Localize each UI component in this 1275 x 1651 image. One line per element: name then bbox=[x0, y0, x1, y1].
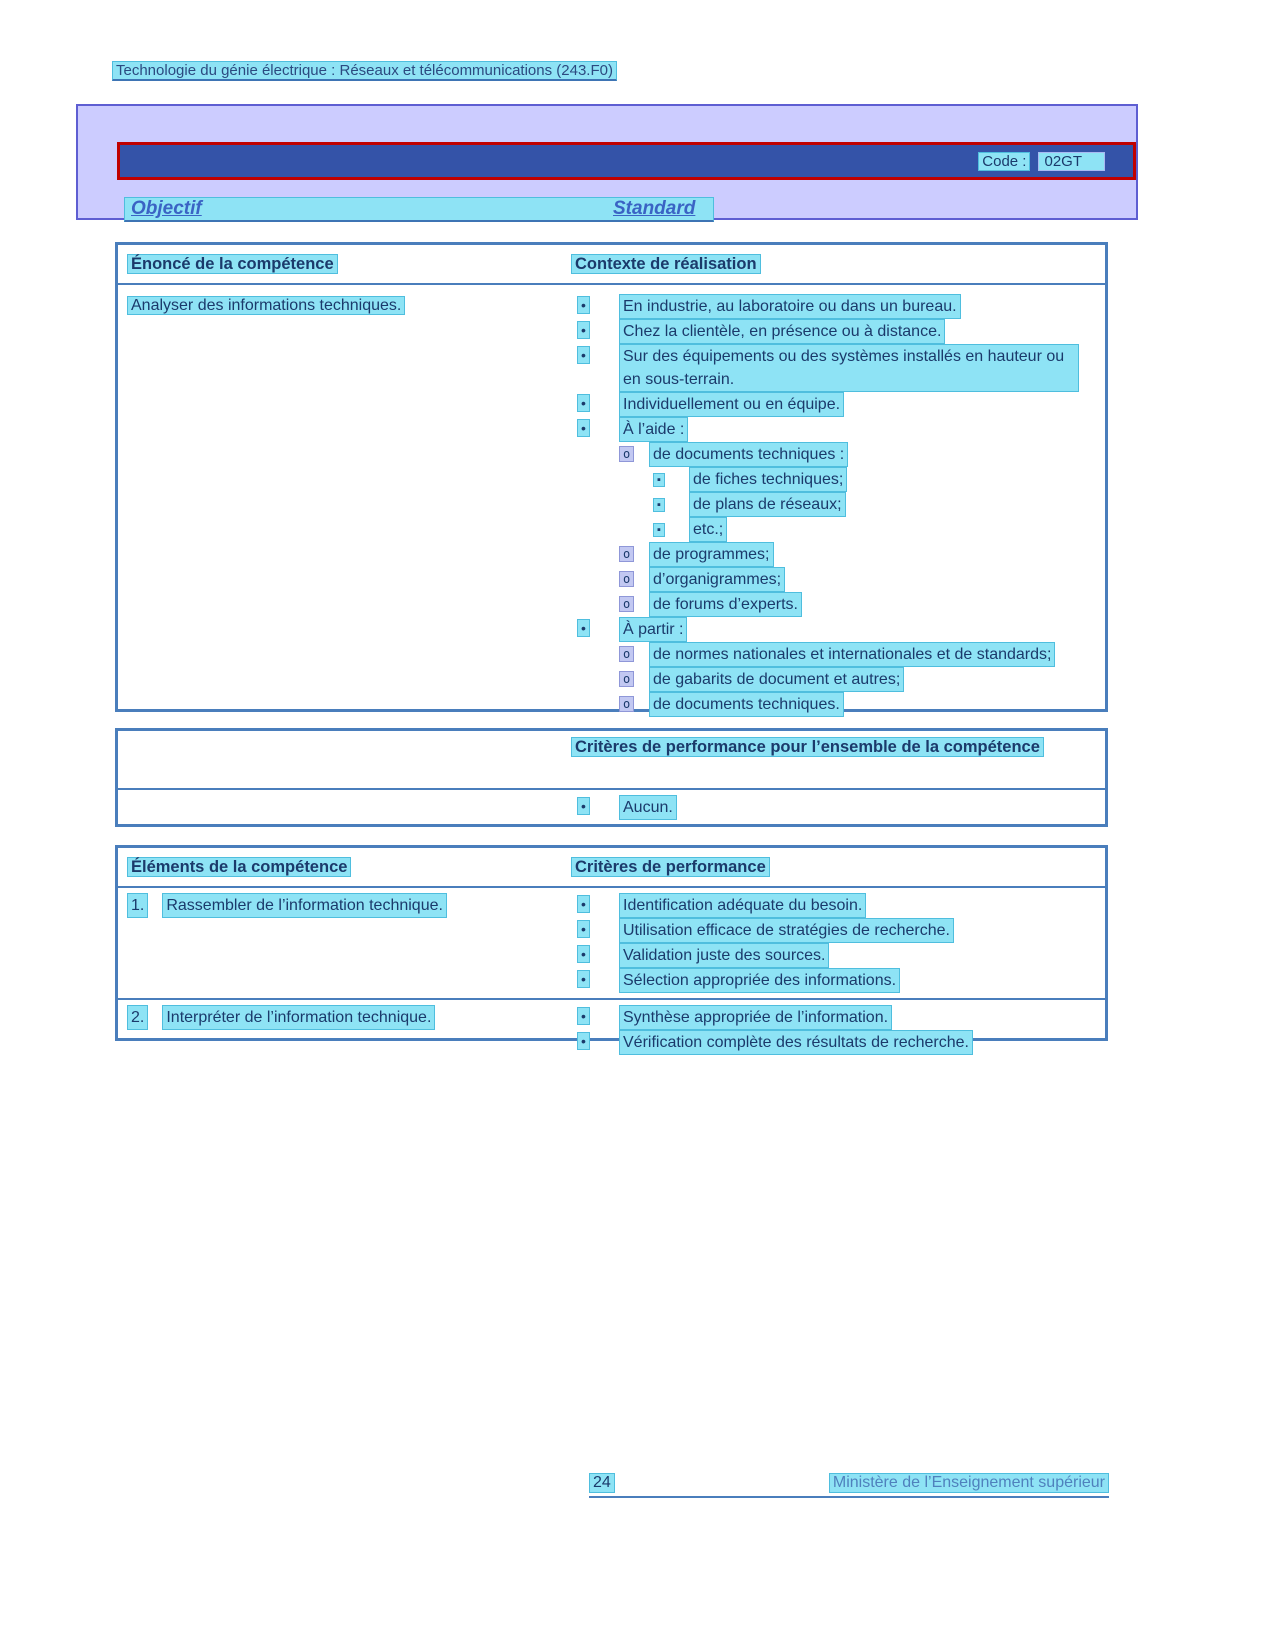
page-number: 24 bbox=[589, 1473, 615, 1493]
list-item bbox=[571, 467, 1093, 492]
square-bullet-icon: ▪ bbox=[653, 523, 665, 537]
list-item bbox=[571, 319, 1093, 344]
list-item-text: de gabarits de document et autres; bbox=[649, 667, 904, 692]
bullet-icon: • bbox=[577, 321, 590, 339]
circle-bullet-icon: o bbox=[619, 671, 634, 687]
list-item-text: de forums d’experts. bbox=[649, 592, 802, 617]
competence-statement-cell bbox=[118, 294, 565, 717]
circle-bullet-icon: o bbox=[619, 596, 634, 612]
elements-table-header bbox=[118, 848, 1105, 888]
list-item bbox=[571, 968, 1093, 993]
element-number: 1. bbox=[127, 893, 148, 918]
bullet-icon: • bbox=[577, 419, 590, 437]
list-item-text: de fiches techniques; bbox=[689, 467, 847, 492]
circle-bullet-icon: o bbox=[619, 646, 634, 662]
elements-table bbox=[115, 845, 1108, 1051]
list-item-text: d’organigrammes; bbox=[649, 567, 785, 592]
list-item bbox=[571, 592, 1093, 617]
list-item bbox=[571, 1030, 1093, 1055]
objective-standard-box bbox=[76, 104, 1138, 220]
element-text: Rassembler de l’information technique. bbox=[162, 893, 447, 918]
list-item-text: À partir : bbox=[619, 617, 687, 642]
list-item bbox=[571, 492, 1093, 517]
page-footer bbox=[589, 1473, 1109, 1498]
list-item bbox=[571, 442, 1093, 467]
code-value: 02GT bbox=[1038, 152, 1105, 171]
overall-criteria-body-row bbox=[118, 790, 1105, 820]
list-item bbox=[571, 1005, 1093, 1030]
competence-col1-header-cell bbox=[118, 253, 565, 276]
list-item-text: Sur des équipements ou des systèmes installés en hauteur ou en sous-terrain. bbox=[619, 344, 1079, 392]
competence-col2-header-cell bbox=[565, 253, 1105, 276]
overall-criteria-header-row bbox=[118, 731, 1105, 790]
document-header-text: Technologie du génie électrique : Réseaux et télécommunications (243.F0) bbox=[112, 61, 617, 81]
list-item-text: Individuellement ou en équipe. bbox=[619, 392, 844, 417]
standard-label: Standard bbox=[613, 198, 696, 219]
list-item bbox=[571, 517, 1093, 542]
list-item-text: de documents techniques : bbox=[649, 442, 848, 467]
code-banner bbox=[117, 142, 1136, 180]
list-item bbox=[571, 692, 1093, 717]
list-item-text: Vérification complète des résultats de recherche. bbox=[619, 1030, 973, 1055]
bullet-icon: • bbox=[577, 797, 590, 815]
bullet-icon: • bbox=[577, 619, 590, 637]
list-item bbox=[571, 567, 1093, 592]
element-row bbox=[118, 888, 1105, 998]
bullet-icon: • bbox=[577, 1032, 590, 1050]
circle-bullet-icon: o bbox=[619, 571, 634, 587]
list-item bbox=[571, 344, 1093, 392]
element-row bbox=[118, 998, 1105, 1060]
list-item-text: Validation juste des sources. bbox=[619, 943, 829, 968]
elements-col2-header: Critères de performance bbox=[571, 857, 770, 877]
list-item bbox=[571, 893, 1093, 918]
context-list bbox=[565, 294, 1105, 717]
bullet-icon: • bbox=[577, 945, 590, 963]
bullet-icon: • bbox=[577, 394, 590, 412]
objective-label: Objectif bbox=[131, 198, 202, 219]
overall-criteria-header: Critères de performance pour l’ensemble de la compétence bbox=[571, 737, 1044, 757]
circle-bullet-icon: o bbox=[619, 446, 634, 462]
bullet-icon: • bbox=[577, 920, 590, 938]
elements-col1-header: Éléments de la compétence bbox=[127, 857, 351, 877]
list-item-text: Synthèse appropriée de l’information. bbox=[619, 1005, 892, 1030]
competence-table-header bbox=[118, 245, 1105, 285]
list-item bbox=[571, 642, 1093, 667]
footer-ministry-text: Ministère de l’Enseignement supérieur bbox=[829, 1473, 1109, 1493]
list-item-text: Chez la clientèle, en présence ou à distance. bbox=[619, 319, 945, 344]
objective-standard-row bbox=[124, 197, 714, 222]
document-header bbox=[112, 62, 617, 79]
list-item-text: Identification adéquate du besoin. bbox=[619, 893, 866, 918]
competence-col1-header: Énoncé de la compétence bbox=[127, 254, 338, 274]
list-item-text: Sélection appropriée des informations. bbox=[619, 968, 900, 993]
list-item bbox=[571, 617, 1093, 642]
list-item bbox=[571, 943, 1093, 968]
circle-bullet-icon: o bbox=[619, 696, 634, 712]
list-item-text: À l’aide : bbox=[619, 417, 688, 442]
list-item-text: de normes nationales et internationales et de standards; bbox=[649, 642, 1055, 667]
list-item-text: de plans de réseaux; bbox=[689, 492, 846, 517]
square-bullet-icon: ▪ bbox=[653, 498, 665, 512]
list-item bbox=[571, 542, 1093, 567]
list-item bbox=[571, 795, 1093, 820]
bullet-icon: • bbox=[577, 970, 590, 988]
list-item bbox=[571, 417, 1093, 442]
element-number: 2. bbox=[127, 1005, 148, 1030]
overall-criteria-table bbox=[115, 728, 1108, 827]
bullet-icon: • bbox=[577, 346, 590, 364]
list-item-text: Aucun. bbox=[619, 795, 677, 820]
bullet-icon: • bbox=[577, 1007, 590, 1025]
list-item-text: En industrie, au laboratoire ou dans un bureau. bbox=[619, 294, 961, 319]
element-text: Interpréter de l’information technique. bbox=[162, 1005, 435, 1030]
list-item-text: de programmes; bbox=[649, 542, 774, 567]
bullet-icon: • bbox=[577, 296, 590, 314]
list-item-text: etc.; bbox=[689, 517, 727, 542]
list-item-text: Utilisation efficace de stratégies de recherche. bbox=[619, 918, 954, 943]
code-label: Code : bbox=[978, 152, 1030, 171]
competence-statement: Analyser des informations techniques. bbox=[127, 296, 405, 315]
list-item bbox=[571, 392, 1093, 417]
square-bullet-icon: ▪ bbox=[653, 473, 665, 487]
list-item bbox=[571, 918, 1093, 943]
competence-col2-header: Contexte de réalisation bbox=[571, 254, 761, 274]
bullet-icon: • bbox=[577, 895, 590, 913]
competence-table-body bbox=[118, 285, 1105, 717]
list-item-text: de documents techniques. bbox=[649, 692, 844, 717]
circle-bullet-icon: o bbox=[619, 546, 634, 562]
list-item bbox=[571, 294, 1093, 319]
list-item bbox=[571, 667, 1093, 692]
competence-table bbox=[115, 242, 1108, 712]
